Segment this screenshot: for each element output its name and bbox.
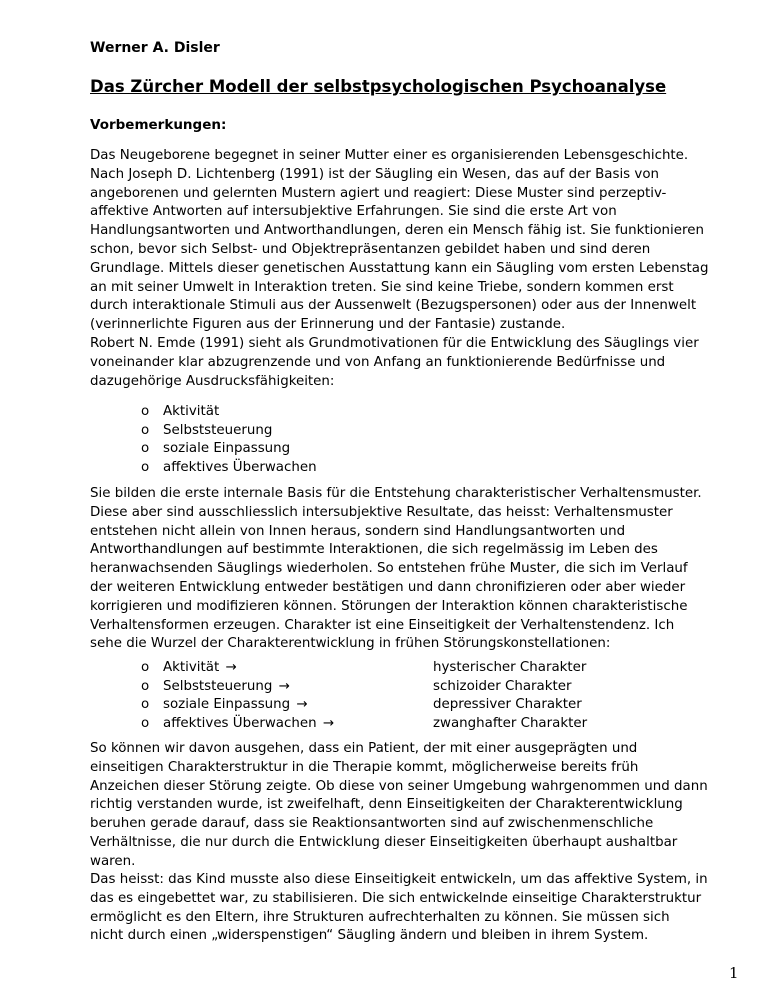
paragraph-1 (90, 147, 740, 335)
text-line: einseitigen Charakterstruktur in die Therapie kommt, möglicherweise bereits früh (90, 759, 639, 775)
paragraph-3 (90, 485, 740, 654)
text-line: waren. (90, 853, 136, 869)
text-line: richtig verstanden wurde, ist zweifelhaft, denn Einseitigkeiten der Charakterentwicklung (90, 797, 683, 813)
text-line: Verhaltensformen erzeugen. Charakter ist eine Einseitigkeit der Verhaltenstendenz. Ich (90, 617, 675, 633)
text-line: durch interaktionale Stimuli aus der Aussenwelt (Bezugspersonen) oder aus der Innenwelt (90, 298, 697, 314)
text-line: das es eingebettet war, zu stabilisieren. Die sich entwickelnde einseitige Charakterstruktur (90, 890, 702, 906)
text-line: angeborenen und gelernten Mustern agiert und reagiert: Diese Muster sind perzeptiv- (90, 185, 667, 201)
text-line: Antworthandlungen auf bestimmte Interaktionen, die sich regelmässig im Leben des (90, 542, 658, 558)
text-line: der weiteren Entwicklung entweder bestätigen und dann chronifizieren oder aber wieder (90, 579, 686, 595)
text-line: So können wir davon ausgehen, dass ein Patient, der mit einer ausgeprägten und (90, 741, 638, 756)
character-list (141, 659, 718, 733)
text-line: Sie bilden die erste internale Basis für die Entstehung charakteristischer Verhaltensmuster. (90, 486, 702, 501)
bullet-icon: o (141, 441, 150, 457)
bullet-icon: o (141, 422, 150, 438)
list-item (141, 659, 718, 678)
text-line: Das Neugeborene begegnet in seiner Mutter einer es organisierenden Lebensgeschichte. (90, 148, 689, 163)
bullet-icon: o (141, 715, 150, 731)
list-item (141, 678, 718, 697)
text-line: heranwachsenden Säuglings wiederholen. So entstehen frühe Muster, die sich im Verlauf (90, 561, 688, 577)
arrow-right-icon: → (318, 715, 335, 731)
bullet-icon: o (141, 404, 150, 419)
character-type: zwanghafter Charakter (433, 715, 588, 731)
page-number: 1 (729, 964, 739, 982)
list-item (141, 403, 317, 422)
paragraph-4 (90, 740, 740, 872)
section-heading: Vorbemerkungen: (90, 117, 227, 133)
arrow-right-icon: → (292, 697, 308, 713)
text-line: korrigieren und modifizieren können. Störungen der Interaktion können charakteristische (90, 598, 688, 614)
list-item-text: soziale Einpassung (163, 441, 291, 457)
bullet-icon: o (141, 697, 150, 713)
list-item-text: affektives Überwachen (163, 715, 317, 731)
bullet-icon: o (141, 660, 150, 675)
bullet-icon: o (141, 678, 150, 694)
motivation-list (141, 403, 317, 477)
text-line: Grundlage. Mittels dieser genetischen Ausstattung kann ein Säugling vom ersten Lebenstag (90, 260, 709, 276)
character-type: schizoider Charakter (433, 678, 572, 694)
text-line: entstehen nicht allein von Innen heraus, sondern sind Handlungsantworten und (90, 523, 626, 539)
list-item (141, 715, 718, 734)
text-line: beruhen gerade darauf, dass sie Reaktionsantworten sind auf zwischenmenschliche (90, 816, 654, 832)
list-item-text: Selbststeuerung (163, 422, 273, 438)
text-line: Diese aber sind ausschliesslich intersubjektive Resultate, das heisst: Verhaltensmuster (90, 504, 673, 520)
list-item (141, 440, 317, 459)
text-line: affektive Antworten auf intersubjektive Erfahrungen. Sie sind die erste Art von (90, 204, 617, 220)
text-line: dazugehörige Ausdrucksfähigkeiten: (90, 373, 335, 389)
text-line: ermöglicht es den Eltern, ihre Strukturen aufrechterhalten zu können. Sie müssen sich (90, 909, 670, 925)
bullet-icon: o (141, 459, 150, 475)
text-line: Robert N. Emde (1991) sieht als Grundmotivationen für die Entwicklung des Säuglings vier (90, 336, 699, 351)
list-item (141, 696, 718, 715)
text-line: voneinander klar abzugrenzende und von Anfang an funktionierende Bedürfnisse und (90, 354, 666, 370)
list-item-text: Aktivität (163, 404, 220, 419)
paragraph-2 (90, 335, 740, 391)
character-type: hysterischer Charakter (433, 660, 587, 675)
text-line: (verinnerlichte Figuren aus der Erinnerung und der Fantasie) zustande. (90, 317, 566, 333)
author-name: Werner A. Disler (90, 40, 220, 56)
document-title: Das Zürcher Modell der selbstpsychologischen Psychoanalyse (90, 77, 667, 96)
list-item (141, 422, 317, 441)
text-line: schon, bevor sich Selbst- und Objektrepräsentanzen gebildet haben und sind deren (90, 241, 651, 257)
list-item-text: Aktivität (163, 660, 220, 675)
text-line: an mit seiner Umwelt in Interaktion treten. Sie sind keine Triebe, sondern kommen erst (90, 279, 674, 295)
text-line: nicht durch einen „widerspenstigen“ Säugling ändern und bleiben in ihrem System. (90, 928, 649, 944)
arrow-right-icon: → (221, 660, 237, 675)
list-item-text: affektives Überwachen (163, 459, 317, 475)
text-line: Nach Joseph D. Lichtenberg (1991) ist der Säugling ein Wesen, das auf der Basis von (90, 166, 660, 182)
list-item-text: Selbststeuerung (163, 678, 273, 694)
text-line: sehe die Wurzel der Charakterentwicklung in frühen Störungskonstellationen: (90, 636, 611, 652)
text-line: Das heisst: das Kind musste also diese Einseitigkeit entwickeln, um das affektive System, in (90, 872, 708, 887)
list-item-text: soziale Einpassung (163, 697, 291, 713)
text-line: Anzeichen dieser Störung zeigte. Ob diese von seiner Umgebung wahrgenommen und dann (90, 778, 708, 794)
text-line: Verhältnisse, die nur durch die Entwicklung dieser Einseitigkeiten überhaupt aushaltbar (90, 834, 678, 850)
list-item (141, 459, 317, 478)
text-line: Handlungsantworten und Antworthandlungen, deren ein Mensch fähig ist. Sie funktionieren (90, 223, 704, 239)
arrow-right-icon: → (274, 678, 290, 694)
character-type: depressiver Charakter (433, 697, 582, 713)
paragraph-5 (90, 871, 740, 946)
